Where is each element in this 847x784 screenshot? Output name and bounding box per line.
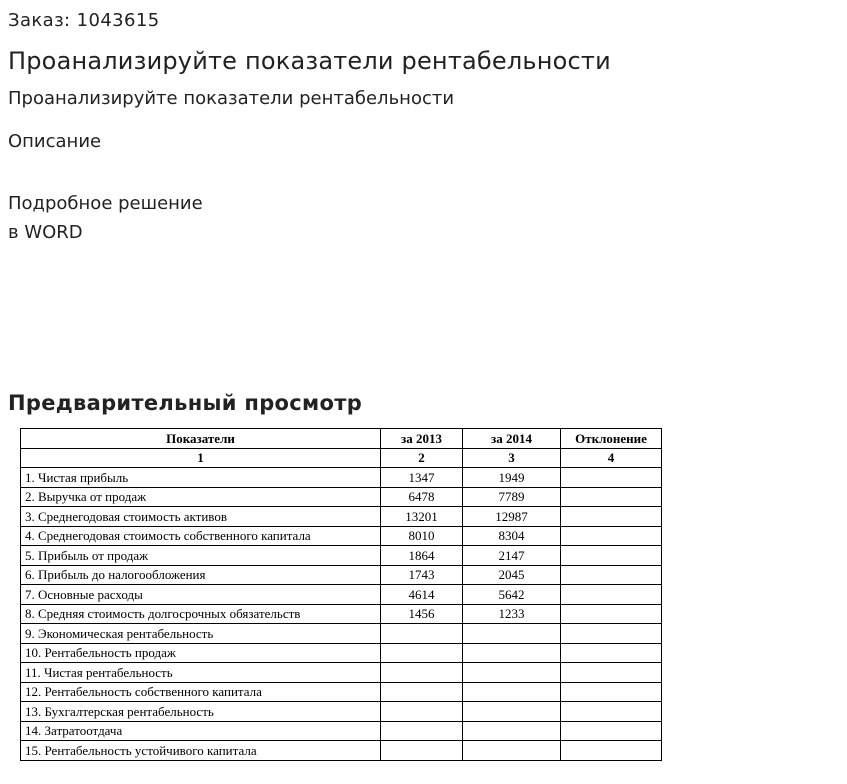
value-2014-cell: 1233 — [463, 604, 561, 624]
value-2013-cell: 6478 — [381, 487, 463, 507]
deviation-cell — [561, 507, 662, 527]
table-row — [21, 702, 662, 722]
value-2014-cell — [463, 624, 561, 644]
indicator-cell: 3. Среднегодовая стоимость активов — [21, 507, 381, 527]
deviation-cell — [561, 468, 662, 488]
table-body — [21, 468, 662, 761]
table-header-row — [21, 429, 662, 449]
indicator-cell: 1. Чистая прибыль — [21, 468, 381, 488]
value-2014-cell: 8304 — [463, 526, 561, 546]
indicator-cell: 15. Рентабельность устойчивого капитала — [21, 741, 381, 761]
indicator-cell: 6. Прибыль до налогообложения — [21, 565, 381, 585]
table-row — [21, 507, 662, 527]
table-row — [21, 624, 662, 644]
header-indicators: Показатели — [21, 429, 381, 449]
column-number: 1 — [21, 448, 381, 468]
value-2013-cell — [381, 663, 463, 683]
deviation-cell — [561, 546, 662, 566]
value-2013-cell — [381, 624, 463, 644]
deviation-cell — [561, 721, 662, 741]
page-title: Проанализируйте показатели рентабельности — [8, 47, 611, 75]
value-2014-cell: 12987 — [463, 507, 561, 527]
indicator-cell: 13. Бухгалтерская рентабельность — [21, 702, 381, 722]
deviation-cell — [561, 604, 662, 624]
table-row — [21, 585, 662, 605]
indicator-cell: 5. Прибыль от продаж — [21, 546, 381, 566]
deviation-cell — [561, 487, 662, 507]
table-row — [21, 643, 662, 663]
value-2013-cell: 13201 — [381, 507, 463, 527]
value-2013-cell — [381, 702, 463, 722]
indicator-cell: 8. Средняя стоимость долгосрочных обязательств — [21, 604, 381, 624]
table-row — [21, 721, 662, 741]
value-2014-cell — [463, 702, 561, 722]
header-2013: за 2013 — [381, 429, 463, 449]
table-row — [21, 682, 662, 702]
table-row — [21, 663, 662, 683]
deviation-cell — [561, 702, 662, 722]
value-2013-cell — [381, 741, 463, 761]
column-number: 2 — [381, 448, 463, 468]
value-2014-cell — [463, 721, 561, 741]
indicator-cell: 14. Затратоотдача — [21, 721, 381, 741]
deviation-cell — [561, 585, 662, 605]
deviation-cell — [561, 741, 662, 761]
value-2014-cell: 2147 — [463, 546, 561, 566]
value-2014-cell — [463, 643, 561, 663]
value-2014-cell: 2045 — [463, 565, 561, 585]
table-column-numbers-row — [21, 448, 662, 468]
indicator-cell: 4. Среднегодовая стоимость собственного капитала — [21, 526, 381, 546]
table-row — [21, 604, 662, 624]
value-2014-cell — [463, 741, 561, 761]
value-2014-cell — [463, 663, 561, 683]
table-row — [21, 468, 662, 488]
description-text: Подробное решение — [8, 193, 203, 214]
value-2013-cell: 1456 — [381, 604, 463, 624]
description-format: в WORD — [8, 222, 83, 243]
table-row — [21, 565, 662, 585]
table-row — [21, 526, 662, 546]
value-2013-cell: 1743 — [381, 565, 463, 585]
indicator-cell: 11. Чистая рентабельность — [21, 663, 381, 683]
value-2013-cell — [381, 643, 463, 663]
deviation-cell — [561, 682, 662, 702]
deviation-cell — [561, 643, 662, 663]
deviation-cell — [561, 663, 662, 683]
table-row — [21, 741, 662, 761]
indicator-cell: 7. Основные расходы — [21, 585, 381, 605]
value-2013-cell: 1864 — [381, 546, 463, 566]
column-number: 4 — [561, 448, 662, 468]
page-subtitle: Проанализируйте показатели рентабельности — [8, 88, 455, 109]
indicator-cell: 2. Выручка от продаж — [21, 487, 381, 507]
header-2014: за 2014 — [463, 429, 561, 449]
table-row — [21, 546, 662, 566]
value-2014-cell: 7789 — [463, 487, 561, 507]
value-2013-cell — [381, 721, 463, 741]
deviation-cell — [561, 565, 662, 585]
value-2013-cell: 4614 — [381, 585, 463, 605]
value-2014-cell: 1949 — [463, 468, 561, 488]
indicator-cell: 12. Рентабельность собственного капитала — [21, 682, 381, 702]
value-2014-cell: 5642 — [463, 585, 561, 605]
preview-table — [20, 428, 662, 761]
preview-heading: Предварительный просмотр — [8, 391, 363, 415]
indicator-cell: 10. Рентабельность продаж — [21, 643, 381, 663]
order-number: Заказ: 1043615 — [8, 10, 160, 31]
description-heading: Описание — [8, 131, 102, 152]
column-number: 3 — [463, 448, 561, 468]
deviation-cell — [561, 526, 662, 546]
table-row — [21, 487, 662, 507]
deviation-cell — [561, 624, 662, 644]
value-2014-cell — [463, 682, 561, 702]
value-2013-cell: 8010 — [381, 526, 463, 546]
value-2013-cell — [381, 682, 463, 702]
value-2013-cell: 1347 — [381, 468, 463, 488]
header-deviation: Отклонение — [561, 429, 662, 449]
indicator-cell: 9. Экономическая рентабельность — [21, 624, 381, 644]
